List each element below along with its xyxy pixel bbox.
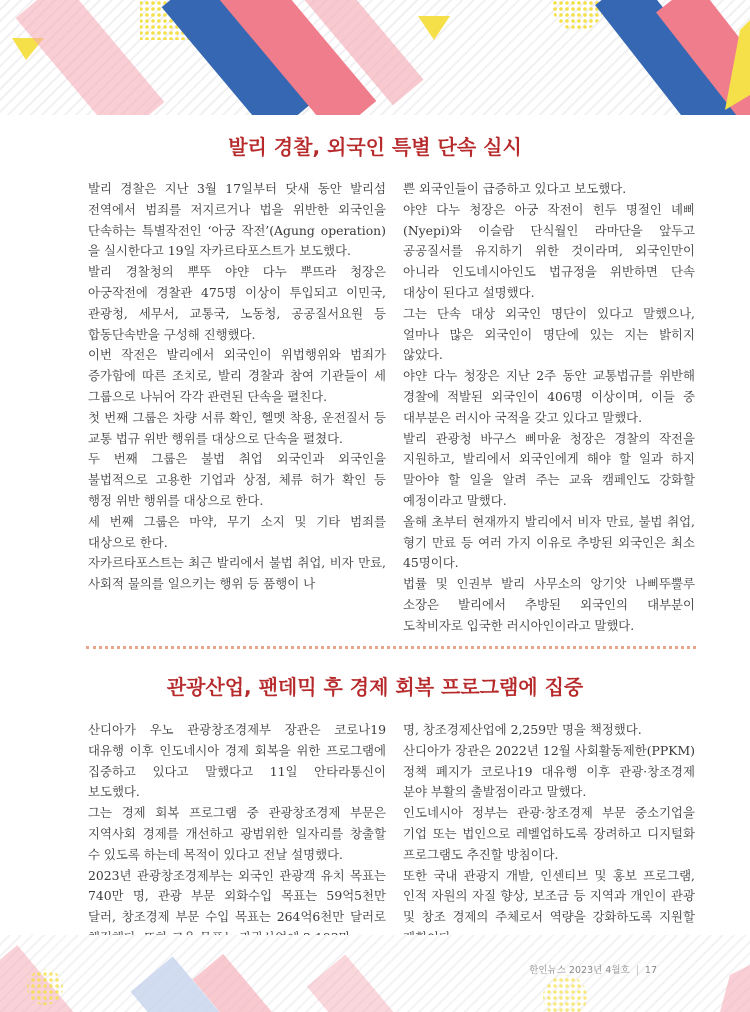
pink-triangle-shape <box>720 965 750 1012</box>
paragraph: 발리 경찰은 지난 3월 17일부터 닷새 동안 발리섬 전역에서 범죄를 저지르거나 법을 위반한 외국인을 단속하는 특별작전인 ‘아궁 작전’(Agung operation)을 실시한다고 19일 자카르타포스트가 보도했다. <box>88 181 386 259</box>
section-title-bali-police: 발리 경찰, 외국인 특별 단속 실시 <box>228 135 522 159</box>
paragraph: 인도네시아 정부는 관광·창조경제 부문 중소기업을 기업 또는 법인으로 레벨업하도록 장려하고 디지털화 프로그램도 추진할 방침이다. <box>403 805 695 862</box>
dotted-circle-shape <box>27 969 63 1005</box>
paragraph: 자카르타포스트는 최근 발리에서 불법 취업, 비자 만료, 사회적 물의를 일으키는 행위 등 품행이 나 <box>88 555 386 592</box>
article-column-left <box>88 720 386 949</box>
paragraph: 명, 창조경제산업에 2,259만 명을 책정했다. <box>403 722 642 737</box>
paragraph: 산디아가 장관은 2022년 12월 사회활동제한(PPKM) 정책 폐지가 코로나19 대유행 이후 관광·창조경제 분야 부활의 출발점이라고 말했다. <box>403 742 695 800</box>
page-number: 17 <box>644 965 657 976</box>
page-footer <box>529 962 657 976</box>
section-divider <box>86 646 696 649</box>
paragraph: 산디아가 우노 관광창조경제부 장관은 코로나19 대유행 이후 인도네시아 경제 회복을 위한 프로그램에 집중하고 있다고 말했다고 11일 안타라통신이 보도했다. <box>88 722 386 800</box>
publication-name: 한인뉴스 2023년 4월호 <box>529 965 630 976</box>
yellow-triangle-shape <box>418 16 450 40</box>
paragraph: 발리 경찰청의 뿌뚜 야얀 다누 뿌뜨라 청장은 아궁작전에 경찰관 475명 이상이 투입되고 이민국, 관광청, 세무서, 교통국, 노동청, 공공질서요원 등 합동단속반을 구성해 진행했다. <box>88 264 386 342</box>
article-column-right <box>403 179 695 637</box>
paragraph: 이번 작전은 발리에서 외국인이 위법행위와 범죄가 증가함에 따른 조치로, 발리 경찰과 참여 기관들이 세 그룹으로 나뉘어 각각 관련된 단속을 펼친다. <box>88 347 386 404</box>
dotted-circle-shape <box>543 975 587 1012</box>
paragraph: 올해 초부터 현재까지 발리에서 비자 만료, 불법 취업, 형기 만료 등 여러 가지 이유로 추방된 외국인은 최소 45명이다. <box>403 513 695 571</box>
section-title-tourism: 관광산업, 팬데믹 후 경제 회복 프로그램에 집중 <box>166 675 584 699</box>
pink-stripe-shape <box>307 954 422 1012</box>
paragraph: 2023년 관광창조경제부는 외국인 관광객 유치 목표는 740만 명, 관광 부문 외화수입 목표는 59억5천만 달러, 창조경제 부문 수입 목표는 264억6천만 달러로 <box>88 867 386 925</box>
paragraph: 세 번째 그룹은 마약, 무기 소지 및 기타 범죄를 대상으로 한다. <box>88 513 386 550</box>
paragraph: 그는 경제 회복 프로그램 중 관광창조경제 부문은 지역사회 경제를 개선하고 광범위한 일자리를 창출할 수 있도록 하는데 목적이 있다고 전날 설명했다. <box>88 805 386 862</box>
paragraph: 첫 번째 그룹은 차량 서류 확인, 헬멧 착용, 운전질서 등 교통 법규 위반 행위를 대상으로 단속을 펼쳤다. <box>88 409 386 446</box>
paragraph: 발리 관광청 바구스 삐마윤 청장은 경찰의 작전을 지원하고, 발리에서 외국인에게 해야 할 일과 하지 말아야 할 일을 알려 주는 교육 캠페인도 강화할 예정이라고 말했다. <box>403 430 695 508</box>
paragraph: 그는 단속 대상 외국인 명단이 있다고 말했으나, 얼마나 많은 외국인이 명단에 있는 지는 밝히지 않았다. <box>403 305 695 363</box>
paragraph: 야얀 다누 청장은 지난 2주 동안 교통법규를 위반해 경찰에 적발된 외국인이 406명 이상이며, 이들 중 대부분은 러시아 국적을 갖고 있다고 말했다. <box>403 368 695 425</box>
paragraph: 또한 국내 관광지 개발, 인센티브 및 홍보 프로그램, 인적 자원의 자질 향상, 보조금 등 지역과 개인이 관광 및 창조 경제의 주체로서 역량을 강화하도록 지원할 <box>403 867 695 925</box>
paragraph: 법률 및 인권부 발리 사무소의 앙기앗 나삐뚜뿔루 소장은 발리에서 추방된 외국인의 대부분이 도착비자로 입국한 러시아인이라고 말했다. <box>403 576 695 633</box>
article-column-right <box>403 720 695 949</box>
paragraph: 야얀 다누 청장은 아궁 작전이 힌두 명절인 녜삐(Nyepi)와 이슬람 단식월인 라마단을 앞두고 공공질서를 유지하기 위한 것이라며, 외국인만이 아니라 인도네시아인도 법규정을 위반하면 단속 대상이 된다고 설명했다. <box>403 201 695 300</box>
article-column-left <box>88 179 386 595</box>
paragraph: 두 번째 그룹은 불법 취업 외국인과 외국인을 불법적으로 고용한 기업과 상점, 체류 허가 확인 등 행정 위반 행위를 대상으로 한다. <box>88 451 386 508</box>
footer-separator: | <box>635 965 639 976</box>
paragraph: 쁜 외국인들이 급증하고 있다고 보도했다. <box>403 181 627 196</box>
top-decoration <box>0 0 750 115</box>
top-decoration-shapes <box>0 0 750 115</box>
